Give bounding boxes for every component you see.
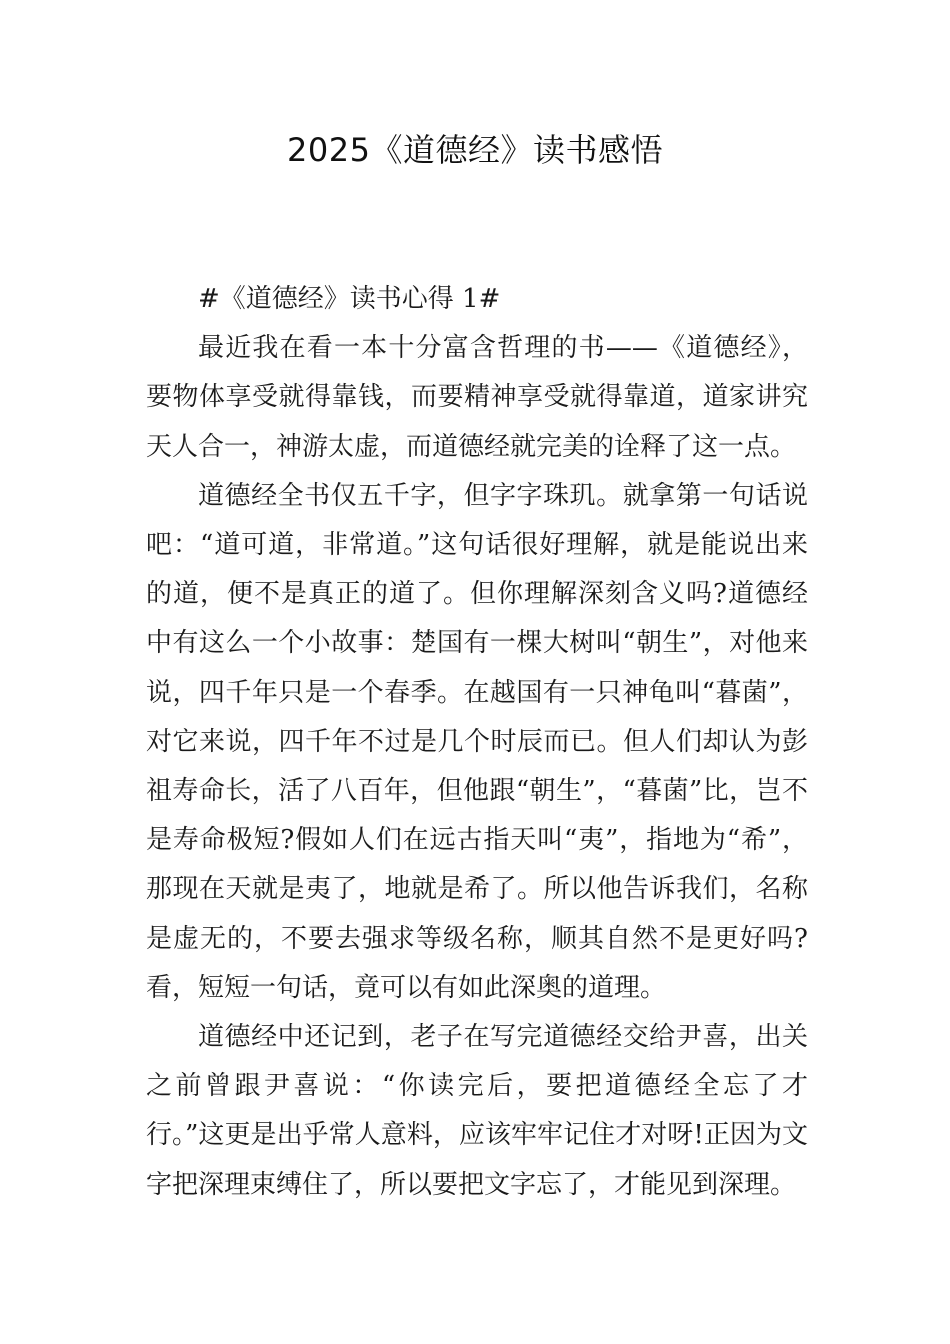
paragraph-1: 最近我在看一本十分富含哲理的书——《道德经》，要物体享受就得靠钱，而要精神享受就得靠道，道家讲究天人合一，神游太虚，而道德经就完美的诠释了这一点。 (146, 333, 808, 462)
paragraph-2: 道德经全书仅五千字，但字字珠玑。就拿第一句话说吧：“道可道，非常道。”这句话很好理解，就是能说出来的道，便不是真正的道了。但你理解深刻含义吗?道德经中有这么一个小故事：楚国有一棵大树叫“朝生”，对他来说，四千年只是一个春季。在越国有一只神龟叫“暮菌”，对它来说，四千年不过是几个时辰而已。但人们却认为彭祖寿命长，活了八百年，但他跟“朝生”，“暮菌”比，岂不是寿命极短?假如人们在远古指天叫“夷”，指地为“希”，那现在天就是夷了，地就是希了。所以他告诉我们，名称是虚无的，不要去强求等级名称，顺其自然不是更好吗?看，短短一句话，竟可以有如此深奥的道理。 (146, 480, 808, 1003)
paragraph-3: 道德经中还记到，老子在写完道德经交给尹喜，出关之前曾跟尹喜说：“你读完后，要把道德经全忘了才行。”这更是出乎常人意料，应该牢牢记住才对呀!正因为文字把深理束缚住了，所以要把文字忘了，才能见到深理。 (146, 1022, 808, 1200)
document-title: 2025《道德经》读书感悟 (287, 131, 663, 169)
document-body (146, 275, 808, 1210)
section-heading: #《道德经》读书心得 1# (198, 284, 501, 314)
